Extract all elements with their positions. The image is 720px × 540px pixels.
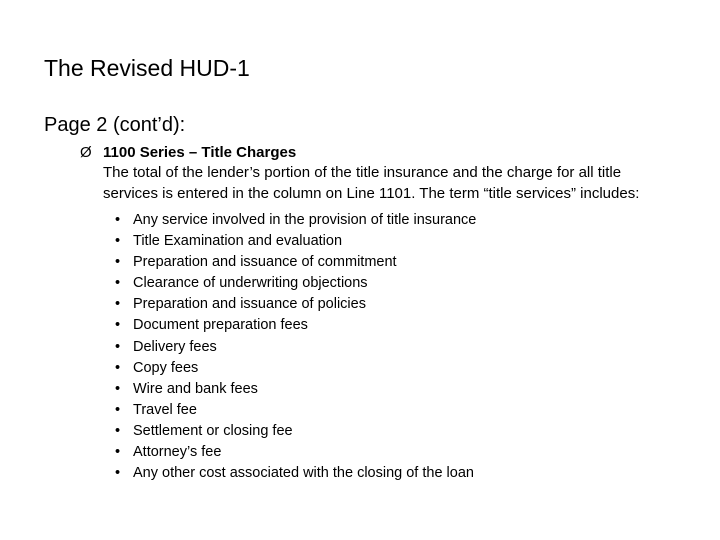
list-item-text: Attorney’s fee	[133, 444, 222, 461]
list-item-text: Title Examination and evaluation	[133, 233, 343, 250]
list-item	[113, 294, 680, 315]
bullet-icon: •	[115, 359, 121, 376]
list-item	[113, 273, 680, 294]
list-item	[113, 463, 680, 484]
list-item-text: Preparation and issuance of policies	[133, 296, 366, 313]
list-item-text: Clearance of underwriting objections	[133, 275, 368, 292]
bullet-icon: •	[115, 401, 121, 418]
list-item	[113, 315, 680, 336]
list-item	[113, 252, 680, 273]
list-item	[113, 421, 680, 442]
list-item-text: Delivery fees	[133, 338, 217, 355]
bullet-icon: •	[115, 380, 121, 397]
arrow-bullet-icon: Ø	[80, 144, 92, 161]
bullet-icon: •	[115, 422, 121, 439]
list-item-text: Settlement or closing fee	[133, 422, 293, 439]
list-item	[113, 442, 680, 463]
list-item	[113, 358, 680, 379]
bullet-icon: •	[115, 254, 121, 271]
list-item-text: Preparation and issuance of commitment	[133, 254, 397, 271]
section-header	[80, 142, 680, 204]
section-description: The total of the lender’s portion of the title insurance and the charge for all title services is entered in the column on Line 1101. The term “title services” includes:	[103, 164, 640, 202]
list-item-text: Copy fees	[133, 359, 199, 376]
list-item-text: Travel fee	[133, 401, 197, 418]
bullet-icon: •	[115, 338, 121, 355]
bullet-icon: •	[115, 275, 121, 292]
list-item	[113, 379, 680, 400]
list-item	[113, 337, 680, 358]
bullet-icon: •	[115, 296, 121, 313]
list-item	[113, 231, 680, 252]
list-item	[113, 400, 680, 421]
bullet-icon: •	[115, 233, 121, 250]
section-1100-series	[80, 142, 680, 484]
bullet-icon: •	[115, 317, 121, 334]
bullet-icon: •	[115, 212, 121, 228]
title-services-list	[80, 210, 680, 484]
list-item-text: Any other cost associated with the closing of the loan	[133, 465, 474, 482]
bullet-icon: •	[115, 444, 121, 461]
list-item	[113, 210, 680, 231]
list-item-text: Wire and bank fees	[133, 380, 258, 397]
bullet-icon: •	[115, 465, 121, 482]
list-item-text: Any service involved in the provision of title insurance	[133, 212, 477, 228]
slide-title: The Revised HUD-1	[44, 55, 250, 81]
slide-subtitle: Page 2 (cont’d):	[44, 114, 186, 136]
list-item-text: Document preparation fees	[133, 317, 308, 334]
section-heading: 1100 Series – Title Charges	[103, 144, 297, 161]
